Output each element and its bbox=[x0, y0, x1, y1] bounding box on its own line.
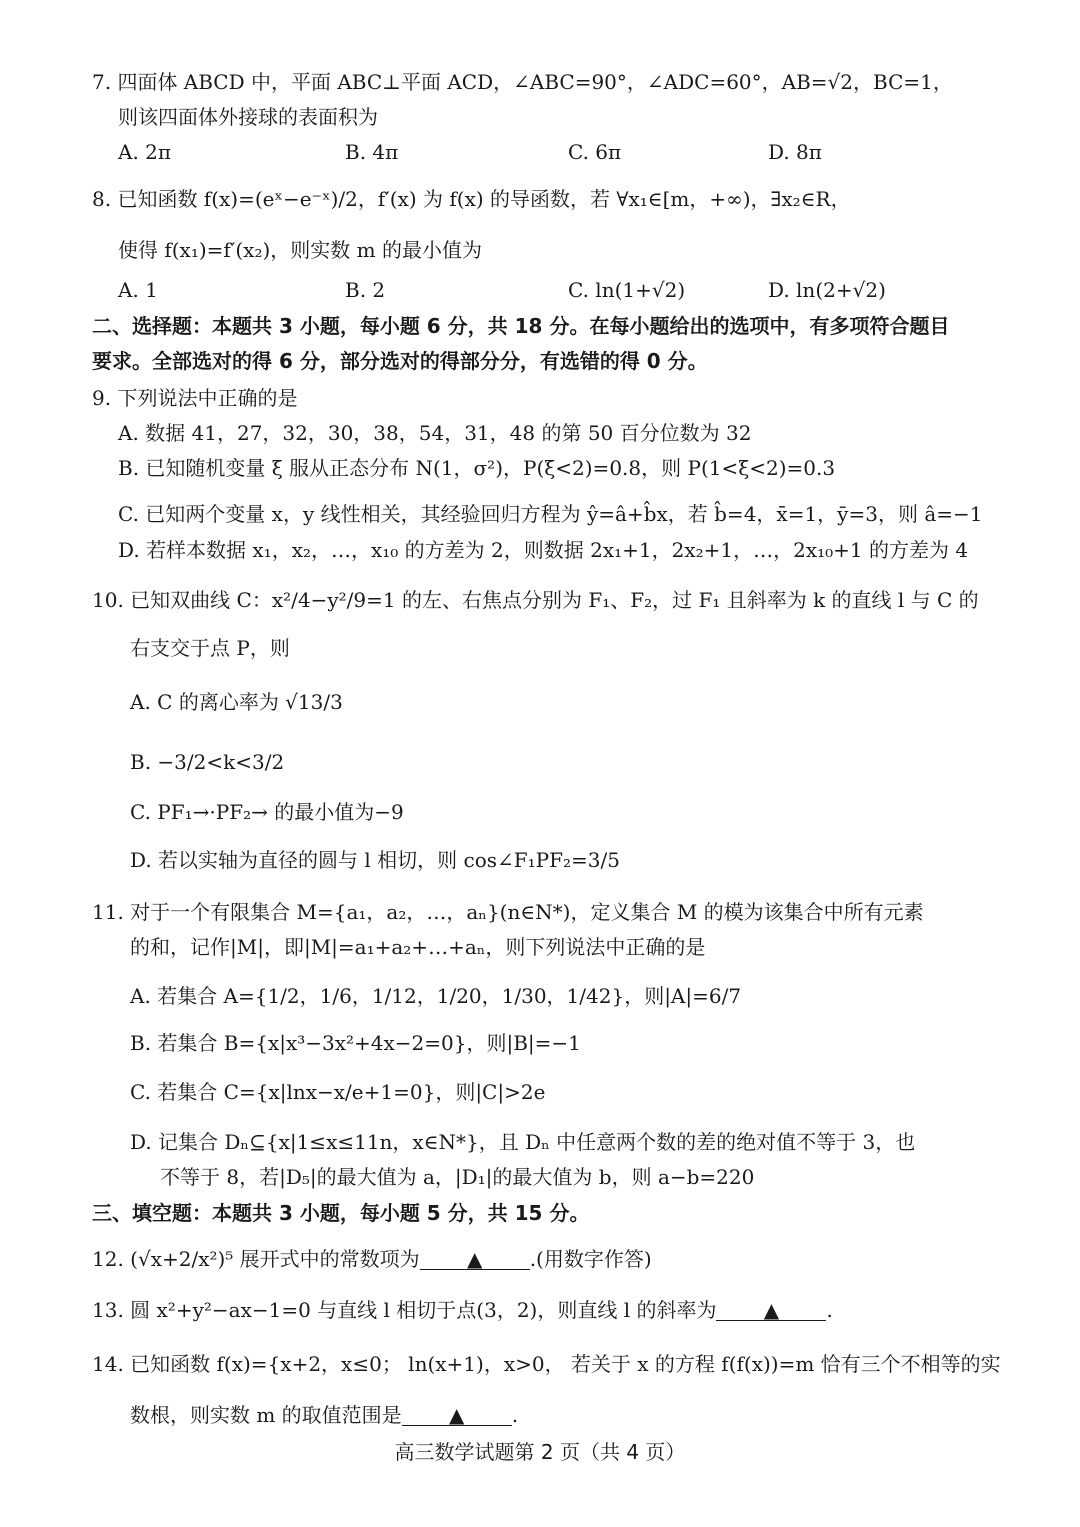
section2-header-line1: 二、选择题：本题共 3 小题，每小题 6 分，共 18 分。在每小题给出的选项中，有多项符合题目 bbox=[92, 314, 950, 338]
q10-option-b: B. −3/2<k<3/2 bbox=[130, 750, 285, 774]
q11-option-d-line1: D. 记集合 Dₙ⊆{x|1≤x≤11n，x∈N*}，且 Dₙ 中任意两个数的差的绝对值不等于 3，也 bbox=[130, 1130, 916, 1154]
q7-option-d: D. 8π bbox=[768, 140, 822, 164]
q12-stem bbox=[92, 1247, 652, 1271]
q10-option-d: D. 若以实轴为直径的圆与 l 相切，则 cos∠F₁PF₂=3/5 bbox=[130, 848, 620, 872]
q10-stem-line1: 10. 已知双曲线 C：x²/4−y²/9=1 的左、右焦点分别为 F₁、F₂，过 F₁ 且斜率为 k 的直线 l 与 C 的 bbox=[92, 588, 979, 612]
q8-option-d: D. ln(2+√2) bbox=[768, 278, 886, 302]
q7-option-a: A. 2π bbox=[118, 140, 172, 164]
q13-stem bbox=[92, 1298, 833, 1322]
q7-option-b: B. 4π bbox=[345, 140, 399, 164]
q14-answer-blank[interactable]: ▲ bbox=[402, 1405, 512, 1426]
q8-stem-line2: 使得 f(x₁)=f′(x₂)，则实数 m 的最小值为 bbox=[118, 238, 482, 262]
q10-option-a: A. C 的离心率为 √13/3 bbox=[130, 690, 343, 714]
q11-option-d-line2: 不等于 8，若|D₅|的最大值为 a，|D₁|的最大值为 b，则 a−b=220 bbox=[160, 1165, 755, 1189]
q13-text-before: 13. 圆 x²+y²−ax−1=0 与直线 l 相切于点(3，2)，则直线 l 的斜率为 bbox=[92, 1298, 717, 1322]
q11-stem-line1: 11. 对于一个有限集合 M={a₁，a₂，…，aₙ}(n∈N*)，定义集合 M 的模为该集合中所有元素 bbox=[92, 900, 924, 924]
q7-stem-line1: 7. 四面体 ABCD 中，平面 ABC⊥平面 ACD，∠ABC=90°，∠ADC=60°，AB=√2，BC=1， bbox=[92, 70, 953, 94]
q11-option-b: B. 若集合 B={x|x³−3x²+4x−2=0}，则|B|=−1 bbox=[130, 1031, 581, 1055]
q13-answer-blank[interactable]: ▲ bbox=[716, 1300, 826, 1321]
q14-text-after: . bbox=[511, 1403, 519, 1427]
q7-stem-line2: 则该四面体外接球的表面积为 bbox=[118, 105, 378, 129]
page-footer: 高三数学试题第 2 页（共 4 页） bbox=[394, 1440, 686, 1464]
q12-text-before: 12. (√x+2/x²)⁵ 展开式中的常数项为 bbox=[92, 1247, 420, 1271]
q7-option-c: C. 6π bbox=[568, 140, 622, 164]
section2-header-line2: 要求。全部选对的得 6 分，部分选对的得部分分，有选错的得 0 分。 bbox=[92, 349, 708, 373]
q9-option-b: B. 已知随机变量 ξ 服从正态分布 N(1，σ²)，P(ξ<2)=0.8，则 P(1<ξ<2)=0.3 bbox=[118, 456, 836, 480]
q13-text-after: . bbox=[826, 1298, 833, 1322]
q11-option-c: C. 若集合 C={x|lnx−x/e+1=0}，则|C|>2e bbox=[130, 1080, 546, 1104]
q8-option-c: C. ln(1+√2) bbox=[568, 278, 686, 302]
q14-stem-line1: 14. 已知函数 f(x)={x+2，x≤0； ln(x+1)，x>0， 若关于 x 的方程 f(f(x))=m 恰有三个不相等的实 bbox=[92, 1352, 1001, 1376]
q11-option-a: A. 若集合 A={1/2，1/6，1/12，1/20，1/30，1/42}，则|A|=6/7 bbox=[130, 984, 742, 1008]
q9-option-c: C. 已知两个变量 x，y 线性相关，其经验回归方程为 ŷ=â+b̂x，若 b̂=4，x̄=1，ȳ=3，则 â=−1 bbox=[118, 502, 983, 526]
section3-header: 三、填空题：本题共 3 小题，每小题 5 分，共 15 分。 bbox=[92, 1201, 590, 1225]
q12-text-after: .(用数字作答) bbox=[529, 1247, 652, 1271]
q8-stem-line1: 8. 已知函数 f(x)=(eˣ−e⁻ˣ)/2，f′(x) 为 f(x) 的导函数，若 ∀x₁∈[m，+∞)，∃x₂∈R， bbox=[92, 187, 851, 211]
q14-text-before: 数根，则实数 m 的取值范围是 bbox=[130, 1403, 402, 1427]
q9-option-a: A. 数据 41，27，32，30，38，54，31，48 的第 50 百分位数为 32 bbox=[118, 421, 752, 445]
q11-stem-line2: 的和，记作|M|，即|M|=a₁+a₂+…+aₙ，则下列说法中正确的是 bbox=[130, 935, 706, 959]
q12-answer-blank[interactable]: ▲ bbox=[420, 1249, 530, 1270]
q8-option-a: A. 1 bbox=[118, 278, 158, 302]
q8-option-b: B. 2 bbox=[345, 278, 386, 302]
q10-stem-line2: 右支交于点 P，则 bbox=[130, 636, 290, 660]
q9-stem: 9. 下列说法中正确的是 bbox=[92, 386, 298, 410]
q10-option-c: C. PF₁→·PF₂→ 的最小值为−9 bbox=[130, 800, 404, 824]
q9-option-d: D. 若样本数据 x₁，x₂，…，x₁₀ 的方差为 2，则数据 2x₁+1，2x₂+1，…，2x₁₀+1 的方差为 4 bbox=[118, 538, 969, 562]
q14-stem-line2 bbox=[130, 1403, 518, 1427]
